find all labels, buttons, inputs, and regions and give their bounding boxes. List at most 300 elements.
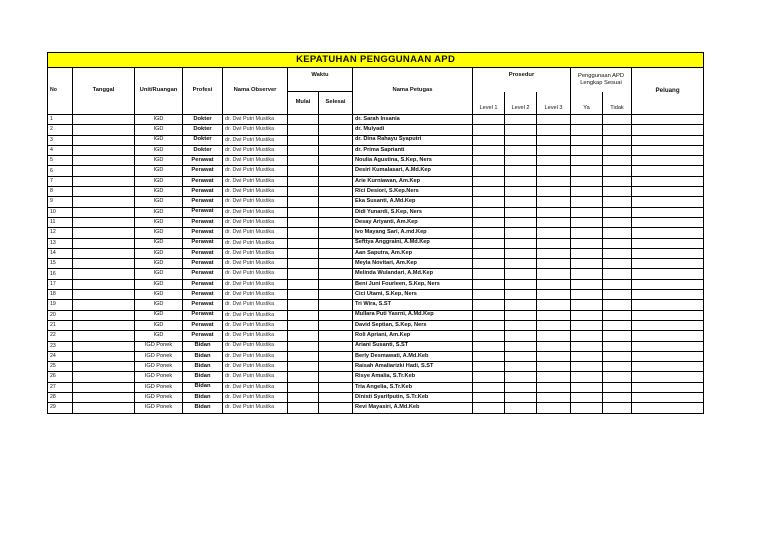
row-level2-cell[interactable] xyxy=(505,259,537,269)
row-no-cell: 8 xyxy=(48,187,73,197)
row-level1-cell[interactable] xyxy=(473,331,505,341)
row-level2-cell[interactable] xyxy=(505,197,537,207)
row-selesai-cell[interactable] xyxy=(319,320,353,330)
row-ya-cell[interactable] xyxy=(571,248,603,258)
row-ya-cell[interactable] xyxy=(571,207,603,217)
row-tanggal-cell[interactable] xyxy=(73,166,135,176)
row-level1-cell[interactable] xyxy=(473,176,505,186)
row-selesai-cell[interactable] xyxy=(319,259,353,269)
row-mulai-cell[interactable] xyxy=(288,269,319,279)
row-level3-cell[interactable] xyxy=(537,300,571,310)
row-level3-cell[interactable] xyxy=(537,166,571,176)
row-mulai-cell[interactable] xyxy=(288,300,319,310)
row-peluang-cell[interactable] xyxy=(632,207,704,217)
row-mulai-cell[interactable] xyxy=(288,331,319,341)
row-ya-cell[interactable] xyxy=(571,166,603,176)
row-tidak-cell[interactable] xyxy=(603,115,632,125)
row-observer-cell: dr. Dwi Putri Mustika xyxy=(223,176,288,186)
row-petugas-cell: Aan Saputra, Am.Kep xyxy=(353,248,473,258)
row-unit-cell: IGD xyxy=(135,125,183,135)
row-selesai-cell[interactable] xyxy=(319,176,353,186)
row-level1-cell[interactable] xyxy=(473,372,505,382)
row-level1-cell[interactable] xyxy=(473,197,505,207)
row-level3-cell[interactable] xyxy=(537,259,571,269)
row-profesi-cell: Perawat xyxy=(183,166,223,176)
row-level2-cell[interactable] xyxy=(505,351,537,361)
row-tidak-cell[interactable] xyxy=(603,362,632,372)
row-selesai-cell[interactable] xyxy=(319,115,353,125)
row-mulai-cell[interactable] xyxy=(288,217,319,227)
row-level2-cell[interactable] xyxy=(505,290,537,300)
row-tanggal-cell[interactable] xyxy=(73,135,135,145)
row-mulai-cell[interactable] xyxy=(288,135,319,145)
row-level2-cell[interactable] xyxy=(505,156,537,166)
row-tidak-cell[interactable] xyxy=(603,300,632,310)
row-ya-cell[interactable] xyxy=(571,156,603,166)
row-tidak-cell[interactable] xyxy=(603,331,632,341)
row-mulai-cell[interactable] xyxy=(288,279,319,289)
row-level3-cell[interactable] xyxy=(537,238,571,248)
row-mulai-cell[interactable] xyxy=(288,207,319,217)
row-level1-cell[interactable] xyxy=(473,115,505,125)
row-peluang-cell[interactable] xyxy=(632,382,704,392)
row-mulai-cell[interactable] xyxy=(288,382,319,392)
row-tanggal-cell[interactable] xyxy=(73,310,135,320)
row-selesai-cell[interactable] xyxy=(319,269,353,279)
row-tanggal-cell[interactable] xyxy=(73,156,135,166)
row-level1-cell[interactable] xyxy=(473,269,505,279)
row-selesai-cell[interactable] xyxy=(319,310,353,320)
row-tidak-cell[interactable] xyxy=(603,228,632,238)
row-tanggal-cell[interactable] xyxy=(73,145,135,155)
row-level1-cell[interactable] xyxy=(473,207,505,217)
row-selesai-cell[interactable] xyxy=(319,156,353,166)
row-unit-cell: IGD xyxy=(135,197,183,207)
row-mulai-cell[interactable] xyxy=(288,156,319,166)
row-peluang-cell[interactable] xyxy=(632,135,704,145)
row-tanggal-cell[interactable] xyxy=(73,269,135,279)
row-peluang-cell[interactable] xyxy=(632,248,704,258)
row-peluang-cell[interactable] xyxy=(632,176,704,186)
row-selesai-cell[interactable] xyxy=(319,228,353,238)
row-level2-cell[interactable] xyxy=(505,176,537,186)
row-tidak-cell[interactable] xyxy=(603,207,632,217)
row-mulai-cell[interactable] xyxy=(288,197,319,207)
row-peluang-cell[interactable] xyxy=(632,310,704,320)
row-mulai-cell[interactable] xyxy=(288,290,319,300)
row-ya-cell[interactable] xyxy=(571,372,603,382)
row-tidak-cell[interactable] xyxy=(603,320,632,330)
row-level2-cell[interactable] xyxy=(505,300,537,310)
table-row xyxy=(48,310,704,320)
row-tanggal-cell[interactable] xyxy=(73,187,135,197)
row-tanggal-cell[interactable] xyxy=(73,176,135,186)
row-tidak-cell[interactable] xyxy=(603,393,632,403)
row-observer-cell: dr. Dwi Putri Mustika xyxy=(223,207,288,217)
row-level3-cell[interactable] xyxy=(537,331,571,341)
row-ya-cell[interactable] xyxy=(571,279,603,289)
row-ya-cell[interactable] xyxy=(571,341,603,351)
row-level1-cell[interactable] xyxy=(473,320,505,330)
row-tidak-cell[interactable] xyxy=(603,135,632,145)
row-mulai-cell[interactable] xyxy=(288,115,319,125)
row-level3-cell[interactable] xyxy=(537,320,571,330)
row-peluang-cell[interactable] xyxy=(632,145,704,155)
row-ya-cell[interactable] xyxy=(571,197,603,207)
row-level3-cell[interactable] xyxy=(537,125,571,135)
row-tidak-cell[interactable] xyxy=(603,197,632,207)
header-level1: Level 1 xyxy=(473,92,505,115)
row-mulai-cell[interactable] xyxy=(288,341,319,351)
row-mulai-cell[interactable] xyxy=(288,403,319,413)
row-peluang-cell[interactable] xyxy=(632,238,704,248)
row-level2-cell[interactable] xyxy=(505,238,537,248)
row-level2-cell[interactable] xyxy=(505,320,537,330)
row-selesai-cell[interactable] xyxy=(319,248,353,258)
row-selesai-cell[interactable] xyxy=(319,290,353,300)
table-row xyxy=(48,145,704,155)
row-level1-cell[interactable] xyxy=(473,393,505,403)
row-peluang-cell[interactable] xyxy=(632,331,704,341)
row-petugas-cell: dr. Dina Rahayu Syaputri xyxy=(353,135,473,145)
row-peluang-cell[interactable] xyxy=(632,187,704,197)
row-level3-cell[interactable] xyxy=(537,310,571,320)
row-level1-cell[interactable] xyxy=(473,362,505,372)
row-level3-cell[interactable] xyxy=(537,115,571,125)
row-tanggal-cell[interactable] xyxy=(73,248,135,258)
row-petugas-cell: Tria Angelia, S.Tr.Keb xyxy=(353,382,473,392)
row-petugas-cell: dr. Sarah Insania xyxy=(353,115,473,125)
row-tidak-cell[interactable] xyxy=(603,372,632,382)
row-ya-cell[interactable] xyxy=(571,259,603,269)
row-level2-cell[interactable] xyxy=(505,372,537,382)
row-level2-cell[interactable] xyxy=(505,362,537,372)
row-tidak-cell[interactable] xyxy=(603,279,632,289)
row-level2-cell[interactable] xyxy=(505,279,537,289)
row-selesai-cell[interactable] xyxy=(319,393,353,403)
row-selesai-cell[interactable] xyxy=(319,403,353,413)
row-peluang-cell[interactable] xyxy=(632,372,704,382)
row-level2-cell[interactable] xyxy=(505,145,537,155)
row-level1-cell[interactable] xyxy=(473,382,505,392)
row-ya-cell[interactable] xyxy=(571,269,603,279)
row-level3-cell[interactable] xyxy=(537,135,571,145)
row-level2-cell[interactable] xyxy=(505,217,537,227)
row-peluang-cell[interactable] xyxy=(632,290,704,300)
row-peluang-cell[interactable] xyxy=(632,403,704,413)
row-level2-cell[interactable] xyxy=(505,135,537,145)
row-observer-cell: dr. Dwi Putri Mustika xyxy=(223,362,288,372)
row-tanggal-cell[interactable] xyxy=(73,115,135,125)
row-tanggal-cell[interactable] xyxy=(73,290,135,300)
row-level3-cell[interactable] xyxy=(537,403,571,413)
row-level1-cell[interactable] xyxy=(473,290,505,300)
row-selesai-cell[interactable] xyxy=(319,187,353,197)
row-level3-cell[interactable] xyxy=(537,393,571,403)
row-selesai-cell[interactable] xyxy=(319,300,353,310)
row-level2-cell[interactable] xyxy=(505,166,537,176)
row-peluang-cell[interactable] xyxy=(632,320,704,330)
row-profesi-cell: Perawat xyxy=(183,228,223,238)
row-selesai-cell[interactable] xyxy=(319,331,353,341)
row-level1-cell[interactable] xyxy=(473,166,505,176)
row-selesai-cell[interactable] xyxy=(319,238,353,248)
row-level2-cell[interactable] xyxy=(505,331,537,341)
row-tanggal-cell[interactable] xyxy=(73,197,135,207)
row-ya-cell[interactable] xyxy=(571,290,603,300)
row-level2-cell[interactable] xyxy=(505,125,537,135)
row-peluang-cell[interactable] xyxy=(632,115,704,125)
row-level3-cell[interactable] xyxy=(537,207,571,217)
row-tidak-cell[interactable] xyxy=(603,145,632,155)
row-petugas-cell: Meyla Novitari, Am.Kep xyxy=(353,259,473,269)
row-no-cell: 11 xyxy=(48,217,73,227)
row-peluang-cell[interactable] xyxy=(632,197,704,207)
row-level1-cell[interactable] xyxy=(473,279,505,289)
row-tanggal-cell[interactable] xyxy=(73,341,135,351)
row-mulai-cell[interactable] xyxy=(288,166,319,176)
row-tidak-cell[interactable] xyxy=(603,248,632,258)
row-ya-cell[interactable] xyxy=(571,310,603,320)
row-observer-cell: dr. Dwi Putri Mustika xyxy=(223,290,288,300)
row-peluang-cell[interactable] xyxy=(632,228,704,238)
row-level1-cell[interactable] xyxy=(473,156,505,166)
row-no-cell: 18 xyxy=(48,290,73,300)
row-tanggal-cell[interactable] xyxy=(73,238,135,248)
row-level3-cell[interactable] xyxy=(537,382,571,392)
row-ya-cell[interactable] xyxy=(571,331,603,341)
row-selesai-cell[interactable] xyxy=(319,145,353,155)
row-ya-cell[interactable] xyxy=(571,217,603,227)
row-tanggal-cell[interactable] xyxy=(73,259,135,269)
row-selesai-cell[interactable] xyxy=(319,207,353,217)
row-selesai-cell[interactable] xyxy=(319,217,353,227)
row-level3-cell[interactable] xyxy=(537,279,571,289)
row-level2-cell[interactable] xyxy=(505,228,537,238)
row-ya-cell[interactable] xyxy=(571,393,603,403)
row-selesai-cell[interactable] xyxy=(319,341,353,351)
row-peluang-cell[interactable] xyxy=(632,156,704,166)
header-tanggal: Tanggal xyxy=(73,68,135,115)
row-ya-cell[interactable] xyxy=(571,125,603,135)
row-mulai-cell[interactable] xyxy=(288,238,319,248)
row-selesai-cell[interactable] xyxy=(319,135,353,145)
row-mulai-cell[interactable] xyxy=(288,372,319,382)
row-mulai-cell[interactable] xyxy=(288,320,319,330)
row-level2-cell[interactable] xyxy=(505,187,537,197)
row-level2-cell[interactable] xyxy=(505,341,537,351)
row-tanggal-cell[interactable] xyxy=(73,228,135,238)
row-mulai-cell[interactable] xyxy=(288,259,319,269)
row-tidak-cell[interactable] xyxy=(603,125,632,135)
row-ya-cell[interactable] xyxy=(571,135,603,145)
row-selesai-cell[interactable] xyxy=(319,125,353,135)
row-selesai-cell[interactable] xyxy=(319,382,353,392)
row-selesai-cell[interactable] xyxy=(319,197,353,207)
row-peluang-cell[interactable] xyxy=(632,217,704,227)
row-ya-cell[interactable] xyxy=(571,145,603,155)
row-selesai-cell[interactable] xyxy=(319,279,353,289)
row-level3-cell[interactable] xyxy=(537,362,571,372)
row-tanggal-cell[interactable] xyxy=(73,300,135,310)
row-tanggal-cell[interactable] xyxy=(73,217,135,227)
row-peluang-cell[interactable] xyxy=(632,166,704,176)
row-level1-cell[interactable] xyxy=(473,135,505,145)
row-level1-cell[interactable] xyxy=(473,300,505,310)
row-level1-cell[interactable] xyxy=(473,238,505,248)
row-mulai-cell[interactable] xyxy=(288,393,319,403)
row-level1-cell[interactable] xyxy=(473,125,505,135)
row-level2-cell[interactable] xyxy=(505,310,537,320)
row-level3-cell[interactable] xyxy=(537,248,571,258)
row-tidak-cell[interactable] xyxy=(603,259,632,269)
row-ya-cell[interactable] xyxy=(571,176,603,186)
row-tidak-cell[interactable] xyxy=(603,187,632,197)
row-level1-cell[interactable] xyxy=(473,217,505,227)
row-level1-cell[interactable] xyxy=(473,310,505,320)
row-tidak-cell[interactable] xyxy=(603,351,632,361)
row-profesi-cell: Perawat xyxy=(183,269,223,279)
table-row xyxy=(48,290,704,300)
row-no-cell: 22 xyxy=(48,331,73,341)
row-profesi-cell: Perawat xyxy=(183,207,223,217)
row-tidak-cell[interactable] xyxy=(603,176,632,186)
row-level3-cell[interactable] xyxy=(537,187,571,197)
row-level3-cell[interactable] xyxy=(537,156,571,166)
row-selesai-cell[interactable] xyxy=(319,351,353,361)
row-level3-cell[interactable] xyxy=(537,197,571,207)
row-peluang-cell[interactable] xyxy=(632,279,704,289)
row-tanggal-cell[interactable] xyxy=(73,403,135,413)
row-ya-cell[interactable] xyxy=(571,320,603,330)
header-tidak: Tidak xyxy=(603,92,632,115)
row-tanggal-cell[interactable] xyxy=(73,382,135,392)
row-tanggal-cell[interactable] xyxy=(73,331,135,341)
row-level2-cell[interactable] xyxy=(505,393,537,403)
row-level1-cell[interactable] xyxy=(473,403,505,413)
row-tidak-cell[interactable] xyxy=(603,290,632,300)
row-mulai-cell[interactable] xyxy=(288,176,319,186)
row-tanggal-cell[interactable] xyxy=(73,362,135,372)
row-mulai-cell[interactable] xyxy=(288,362,319,372)
row-tanggal-cell[interactable] xyxy=(73,393,135,403)
row-tidak-cell[interactable] xyxy=(603,217,632,227)
row-mulai-cell[interactable] xyxy=(288,187,319,197)
row-no-cell: 27 xyxy=(48,382,73,392)
row-tidak-cell[interactable] xyxy=(603,156,632,166)
row-petugas-cell: Sefttya Anggraini, A.Md.Kep xyxy=(353,238,473,248)
row-no-cell: 19 xyxy=(48,300,73,310)
row-ya-cell[interactable] xyxy=(571,382,603,392)
row-tidak-cell[interactable] xyxy=(603,382,632,392)
row-level3-cell[interactable] xyxy=(537,176,571,186)
row-tidak-cell[interactable] xyxy=(603,310,632,320)
row-level1-cell[interactable] xyxy=(473,248,505,258)
row-tidak-cell[interactable] xyxy=(603,269,632,279)
row-level3-cell[interactable] xyxy=(537,341,571,351)
row-tidak-cell[interactable] xyxy=(603,238,632,248)
row-mulai-cell[interactable] xyxy=(288,145,319,155)
row-selesai-cell[interactable] xyxy=(319,362,353,372)
row-tanggal-cell[interactable] xyxy=(73,207,135,217)
row-level1-cell[interactable] xyxy=(473,145,505,155)
row-level3-cell[interactable] xyxy=(537,217,571,227)
row-level3-cell[interactable] xyxy=(537,290,571,300)
row-level1-cell[interactable] xyxy=(473,341,505,351)
row-ya-cell[interactable] xyxy=(571,187,603,197)
row-peluang-cell[interactable] xyxy=(632,259,704,269)
row-level2-cell[interactable] xyxy=(505,269,537,279)
table-row xyxy=(48,125,704,135)
row-profesi-cell: Dokter xyxy=(183,125,223,135)
row-peluang-cell[interactable] xyxy=(632,341,704,351)
row-unit-cell: IGD xyxy=(135,187,183,197)
row-level2-cell[interactable] xyxy=(505,382,537,392)
row-peluang-cell[interactable] xyxy=(632,300,704,310)
row-tanggal-cell[interactable] xyxy=(73,320,135,330)
row-level3-cell[interactable] xyxy=(537,269,571,279)
row-tanggal-cell[interactable] xyxy=(73,372,135,382)
row-unit-cell: IGD xyxy=(135,320,183,330)
row-ya-cell[interactable] xyxy=(571,351,603,361)
row-peluang-cell[interactable] xyxy=(632,351,704,361)
row-selesai-cell[interactable] xyxy=(319,166,353,176)
row-mulai-cell[interactable] xyxy=(288,125,319,135)
row-mulai-cell[interactable] xyxy=(288,228,319,238)
row-level3-cell[interactable] xyxy=(537,372,571,382)
row-tanggal-cell[interactable] xyxy=(73,279,135,289)
row-peluang-cell[interactable] xyxy=(632,269,704,279)
row-level1-cell[interactable] xyxy=(473,351,505,361)
row-tanggal-cell[interactable] xyxy=(73,125,135,135)
row-tidak-cell[interactable] xyxy=(603,341,632,351)
header-no: No xyxy=(48,68,73,115)
row-level3-cell[interactable] xyxy=(537,228,571,238)
row-ya-cell[interactable] xyxy=(571,362,603,372)
row-peluang-cell[interactable] xyxy=(632,362,704,372)
row-mulai-cell[interactable] xyxy=(288,248,319,258)
row-level1-cell[interactable] xyxy=(473,187,505,197)
row-mulai-cell[interactable] xyxy=(288,351,319,361)
row-level1-cell[interactable] xyxy=(473,228,505,238)
row-tidak-cell[interactable] xyxy=(603,403,632,413)
row-level3-cell[interactable] xyxy=(537,351,571,361)
table-row xyxy=(48,156,704,166)
row-level2-cell[interactable] xyxy=(505,403,537,413)
row-level3-cell[interactable] xyxy=(537,145,571,155)
row-ya-cell[interactable] xyxy=(571,300,603,310)
table-row xyxy=(48,166,704,176)
row-tidak-cell[interactable] xyxy=(603,166,632,176)
row-observer-cell: dr. Dwi Putri Mustika xyxy=(223,125,288,135)
row-level2-cell[interactable] xyxy=(505,248,537,258)
row-level2-cell[interactable] xyxy=(505,115,537,125)
row-ya-cell[interactable] xyxy=(571,228,603,238)
row-tanggal-cell[interactable] xyxy=(73,351,135,361)
row-ya-cell[interactable] xyxy=(571,238,603,248)
row-mulai-cell[interactable] xyxy=(288,310,319,320)
row-level2-cell[interactable] xyxy=(505,207,537,217)
row-level1-cell[interactable] xyxy=(473,259,505,269)
header-peluang: Peluang xyxy=(632,68,704,115)
row-ya-cell[interactable] xyxy=(571,403,603,413)
row-ya-cell[interactable] xyxy=(571,115,603,125)
row-peluang-cell[interactable] xyxy=(632,125,704,135)
row-no-cell: 28 xyxy=(48,393,73,403)
row-selesai-cell[interactable] xyxy=(319,372,353,382)
row-petugas-cell: Eka Susanti, A.Md.Kep xyxy=(353,197,473,207)
row-peluang-cell[interactable] xyxy=(632,393,704,403)
